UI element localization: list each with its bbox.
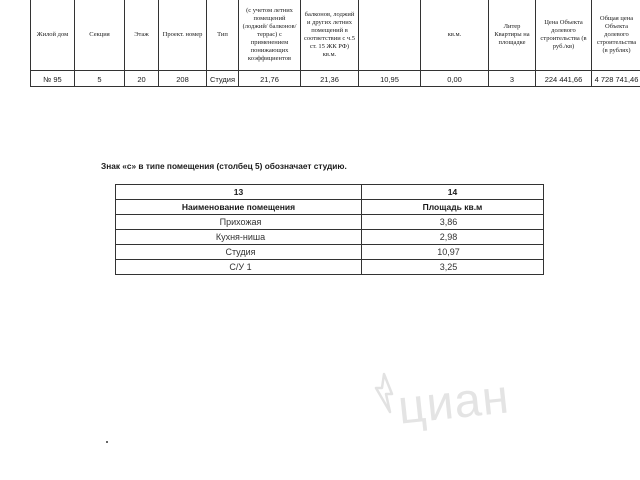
- col-floor-header: Этаж: [125, 0, 158, 71]
- room-area-header: Площадь кв.м: [362, 200, 544, 215]
- table-row: [116, 245, 544, 260]
- col-total-area: [239, 0, 301, 86]
- room-area: 10,97: [362, 245, 544, 260]
- room-name: Кухня-ниша: [116, 230, 362, 245]
- col-section: [75, 0, 125, 86]
- room-area: 3,86: [362, 215, 544, 230]
- col-balcony-area: [421, 0, 489, 86]
- room-table-col-numbers: [116, 185, 544, 200]
- col-living-area-value: 10,95: [380, 74, 399, 84]
- col-section-header: Секция: [75, 0, 124, 71]
- col-floor-value: 20: [137, 74, 146, 84]
- apartment-table: [30, 0, 640, 87]
- col-section-value: 5: [97, 74, 102, 84]
- studio-note: Знак «с» в типе помещения (столбец 5) обозначает студию.: [101, 161, 347, 171]
- col-number-13: 13: [116, 185, 362, 200]
- col-living-area: [359, 0, 421, 86]
- watermark-logo-icon: [372, 372, 396, 414]
- col-balcony-area-value: 0,00: [447, 74, 462, 84]
- table-row: [116, 215, 544, 230]
- room-name: С/У 1: [116, 260, 362, 275]
- room-area: 2,98: [362, 230, 544, 245]
- col-house-header: Жилой дом: [31, 0, 74, 71]
- col-type-value: Студия: [209, 74, 236, 84]
- col-total-price: [592, 0, 640, 86]
- col-number-14: 14: [362, 185, 544, 200]
- room-name-header: Наименование помещения: [116, 200, 362, 215]
- col-area-no-balcony-header: балконов, лоджий и других летних помещений в соответствии с ч.5 ст. 15 ЖК РФ) кв.м.: [301, 0, 358, 71]
- scan-speck: [106, 441, 108, 443]
- col-price-per-sqm: [536, 0, 592, 86]
- watermark-text: циан: [395, 370, 512, 435]
- col-price-per-sqm-header: Цена Объекта долевого строительства (в руб./кв): [536, 0, 591, 71]
- col-living-area-header: [359, 0, 420, 71]
- table-row: [116, 260, 544, 275]
- room-table: [115, 184, 544, 275]
- col-project-number: [159, 0, 207, 86]
- col-letter-value: 3: [509, 74, 515, 84]
- room-area: 3,25: [362, 260, 544, 275]
- col-total-price-header: Общая цена Объекта долевого строительства (в рублях): [592, 0, 640, 71]
- col-balcony-area-header: кв.м.: [421, 0, 488, 71]
- col-letter: [489, 0, 536, 86]
- room-table-header: [116, 200, 544, 215]
- col-price-per-sqm-value: 224 441,66: [544, 74, 583, 84]
- col-house-value: № 95: [43, 74, 62, 84]
- table-row: [116, 230, 544, 245]
- col-area-no-balcony-value: 21,36: [320, 74, 339, 84]
- col-type-header: Тип: [207, 0, 238, 71]
- col-total-price-value: 4 728 741,46: [594, 74, 639, 84]
- col-house: [31, 0, 75, 86]
- col-area-no-balcony: [301, 0, 359, 86]
- room-name: Студия: [116, 245, 362, 260]
- col-project-number-value: 208: [176, 74, 189, 84]
- col-type: [207, 0, 239, 86]
- room-name: Прихожая: [116, 215, 362, 230]
- col-floor: [125, 0, 159, 86]
- col-project-number-header: Проект. номер: [159, 0, 206, 71]
- col-letter-header: Литер Квартиры на площадке: [489, 0, 535, 71]
- col-total-area-header: (с учетом летних помещений (лоджий/ балконов/ террас) с применением понижающих коэффициентов: [239, 0, 300, 71]
- col-total-area-value: 21,76: [260, 74, 279, 84]
